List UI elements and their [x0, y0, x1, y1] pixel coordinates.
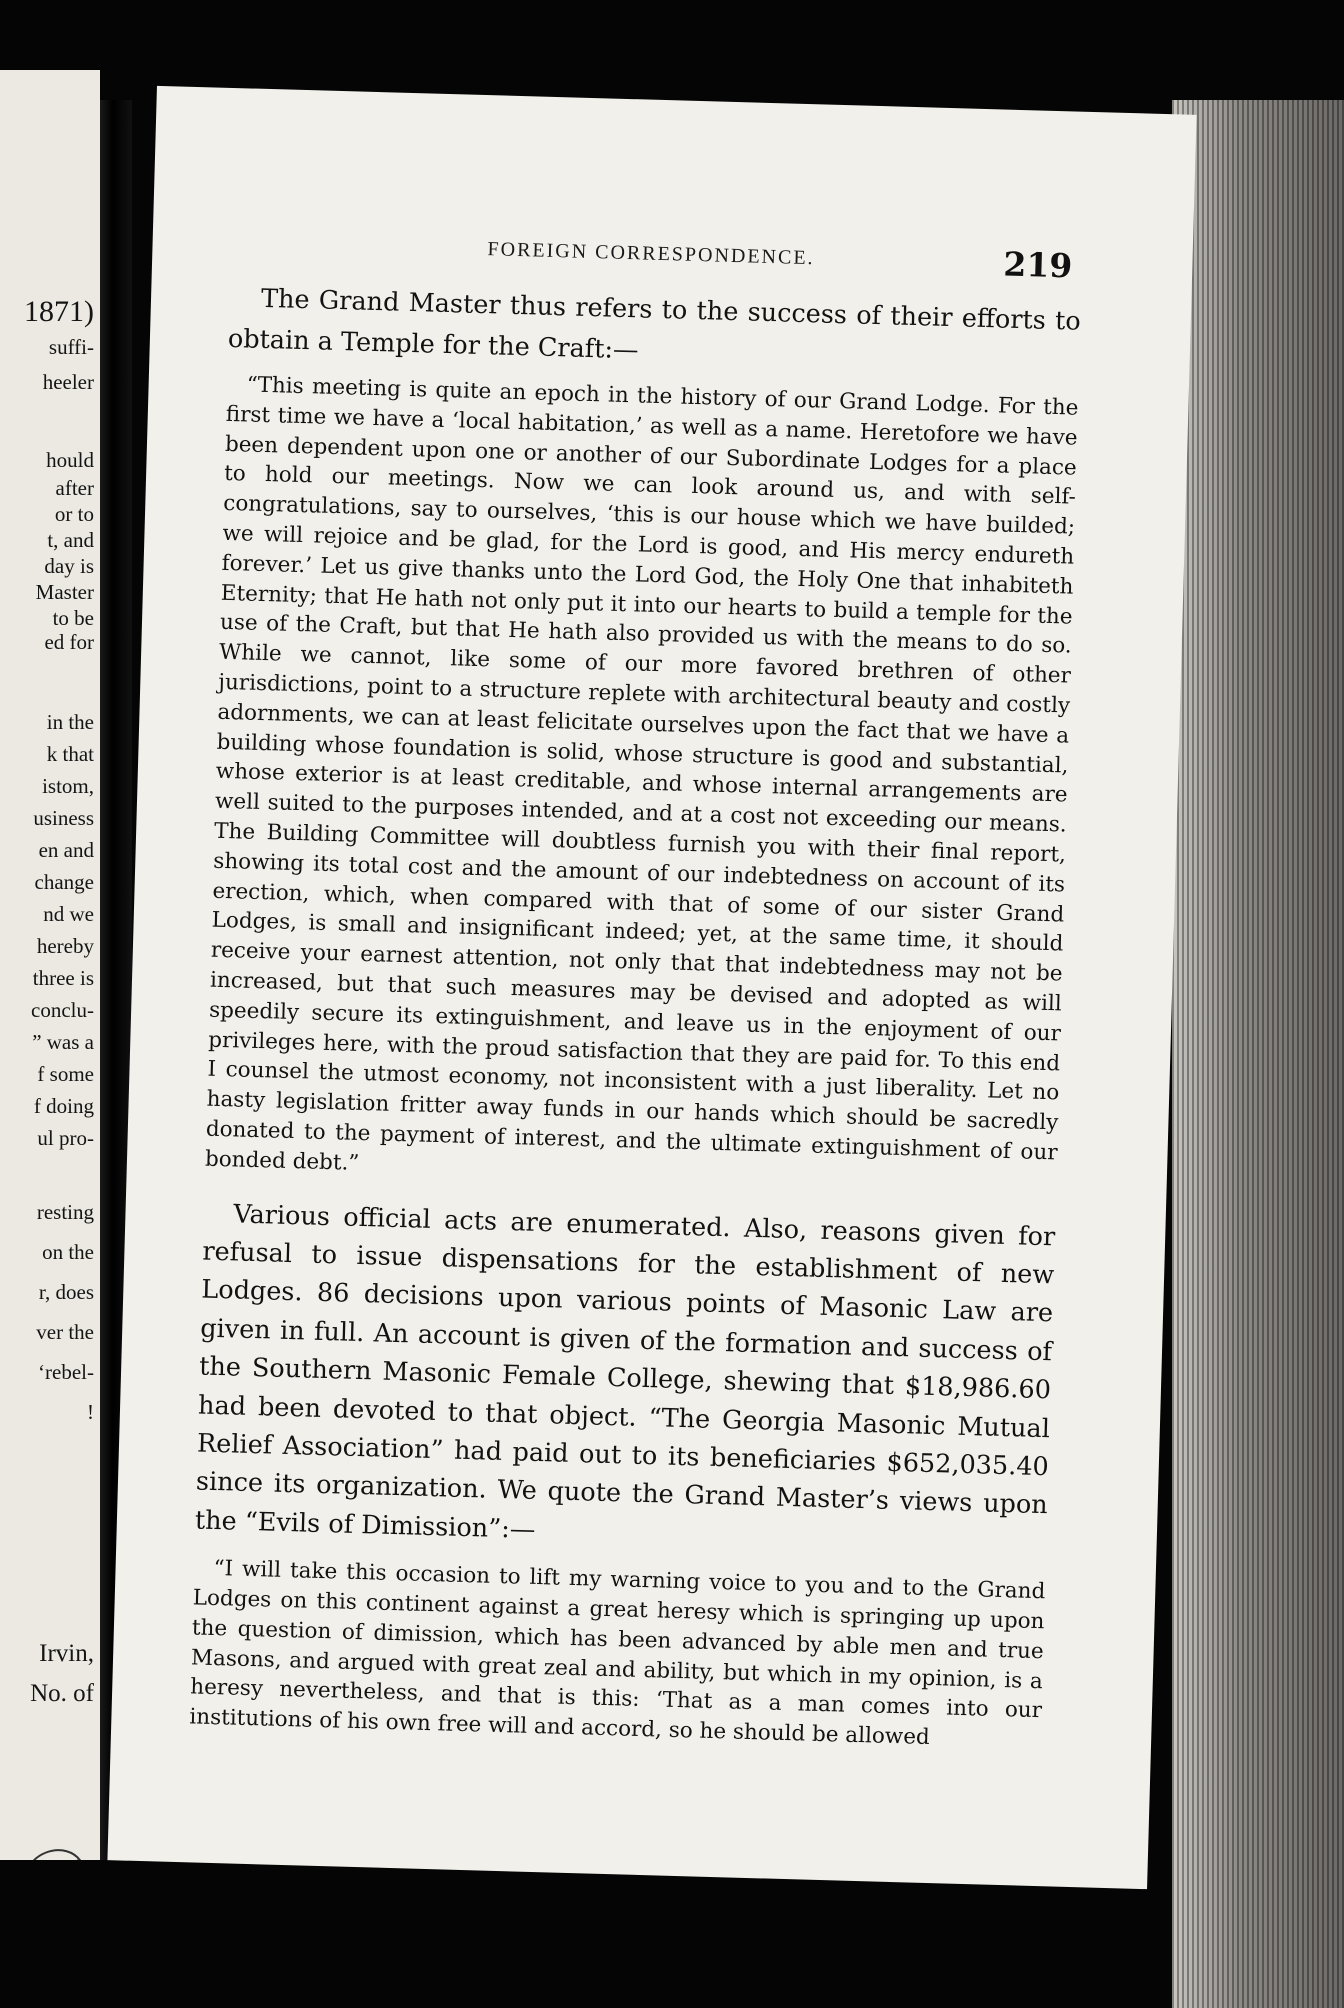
left-page-fragment: ‘rebel- [38, 1360, 94, 1384]
left-page-fragment: 1871) [24, 295, 94, 328]
left-page-fragment: day is [44, 554, 94, 578]
left-page-fragment: in the [46, 710, 94, 734]
left-page-fragment: No. of [30, 1680, 94, 1707]
book-page [107, 86, 1196, 1889]
body-paragraph: Various official acts are enumerated. Also, reasons given for refusal to issue dispensations for the establishment of new Lodges. 86 decisions upon various points of Masonic Law are given in full. An account is given of the formation and success of the Southern Masonic Female College, shewing that $18,986.60 had been devoted to that object. “The Georgia Masonic Mutual Relief Association” had paid out to its beneficiaries $652,035.40 since its organization. We quote the Grand Master’s views upon the “Evils of Dimission”:— [194, 1198, 1056, 1545]
left-page-fragment: resting [36, 1200, 94, 1224]
left-page-fragment: k that [46, 742, 94, 766]
left-page-fragment: or to [54, 502, 94, 526]
left-page-fragment: f some [37, 1062, 94, 1086]
left-page-fragment: Irvin, [39, 1640, 94, 1667]
left-page-fragment: usiness [33, 806, 94, 830]
left-page-fragment: suffi- [48, 335, 94, 359]
left-page-fragment: Master [35, 580, 94, 604]
left-page-fragment: nd we [43, 902, 94, 926]
left-facing-page [0, 70, 100, 1860]
page-edges [1172, 100, 1344, 2008]
intro-paragraph: The Grand Master thus refers to the success of their efforts to obtain a Temple for the Craft:— [227, 283, 1082, 366]
left-page-fragment: ! [87, 1400, 94, 1424]
left-page-fragment: ver the [36, 1320, 94, 1344]
left-page-fragment: after [55, 476, 94, 500]
left-page-fragment: ” was a [32, 1030, 94, 1054]
left-page-fragment: hould [46, 448, 94, 472]
left-page-fragment: f doing [33, 1094, 94, 1118]
page-number: 219 [1002, 244, 1073, 286]
block-quote: “This meeting is quite an epoch in the history of our Grand Lodge. For the first time we have a ‘local habitation,’ as well as a name. Heretofore we have been dependent upon one or another of our Subordinate Lodges for a place to hold our meetings. Now we can look around us, and with self-congratulations, say to ourselves, ‘this is our house which we have builded; we will rejoice and be glad, for the Lord is good, and His mercy endureth forever.’ Let us give thanks unto the Lord God, the Holy One that inhabiteth Eternity; that He hath not only put it into our hearts to build a temple for the use of the Craft, but that He hath also provided us with the means to do so. While we cannot, like some of our more favored brethren of other jurisdictions, point to a structure replete with architectural beauty and costly adornments, we can at least felicitate ourselves upon the fact that we have a building whose foundation is solid, whose structure is good and substantial, whose exterior is at least creditable, and whose internal arrangements are well suited to the purposes intended, and at a cost not exceeding our means. The Building Committee will doubtless furnish you with their final report, showing its total cost and the amount of our indebtedness on account of its erection, which, when compared with that of some of our sister Grand Lodges, is small and insignificant indeed; yet, at the same time, it should receive your earnest attention, not only that that indebtedness may not be increased, but that such measures may be devised and adopted as will speedily secure its extinguishment, and leave us in the enjoyment of our privileges here, with the proud satisfaction that they are paid for. To this end I counsel the utmost economy, not inconsistent with a just liberality. Let no hasty legislation fritter away funds in our hands which should be sacredly donated to the payment of interest, and the ultimate extinguishment of our bonded debt.” [204, 372, 1079, 1176]
pencil-scribble-icon [8, 1825, 98, 1860]
page-header [272, 224, 1073, 286]
running-head: FOREIGN CORRESPONDENCE. [487, 238, 815, 270]
page-body [189, 278, 1081, 1756]
block-quote: “I will take this occasion to lift my warning voice to you and to the Grand Lodges on this continent against a great heresy which is springing up upon the question of dimission, which has been advanced by able men and true Masons, and argued with great zeal and ability, but which in my opinion, is a heresy nevertheless, and that is this: ‘That as a man comes into our institutions of his own free will and accord, so he should be allowed [189, 1556, 1046, 1751]
left-page-fragment: t, and [47, 528, 94, 552]
left-page-fragment: conclu- [31, 998, 94, 1022]
left-page-fragment: to be [52, 606, 94, 630]
left-page-fragment: hereby [36, 934, 94, 958]
left-page-fragment: ul pro- [37, 1126, 94, 1150]
left-page-fragment: en and [38, 838, 94, 862]
left-page-fragment: ed for [44, 630, 94, 654]
left-page-fragment: three is [32, 966, 94, 990]
left-page-fragment: heeler [42, 370, 94, 394]
left-page-fragment: on the [42, 1240, 94, 1264]
left-page-fragment: r, does [38, 1280, 94, 1304]
left-page-fragment: istom, [42, 774, 94, 798]
left-page-fragment: change [34, 870, 94, 894]
